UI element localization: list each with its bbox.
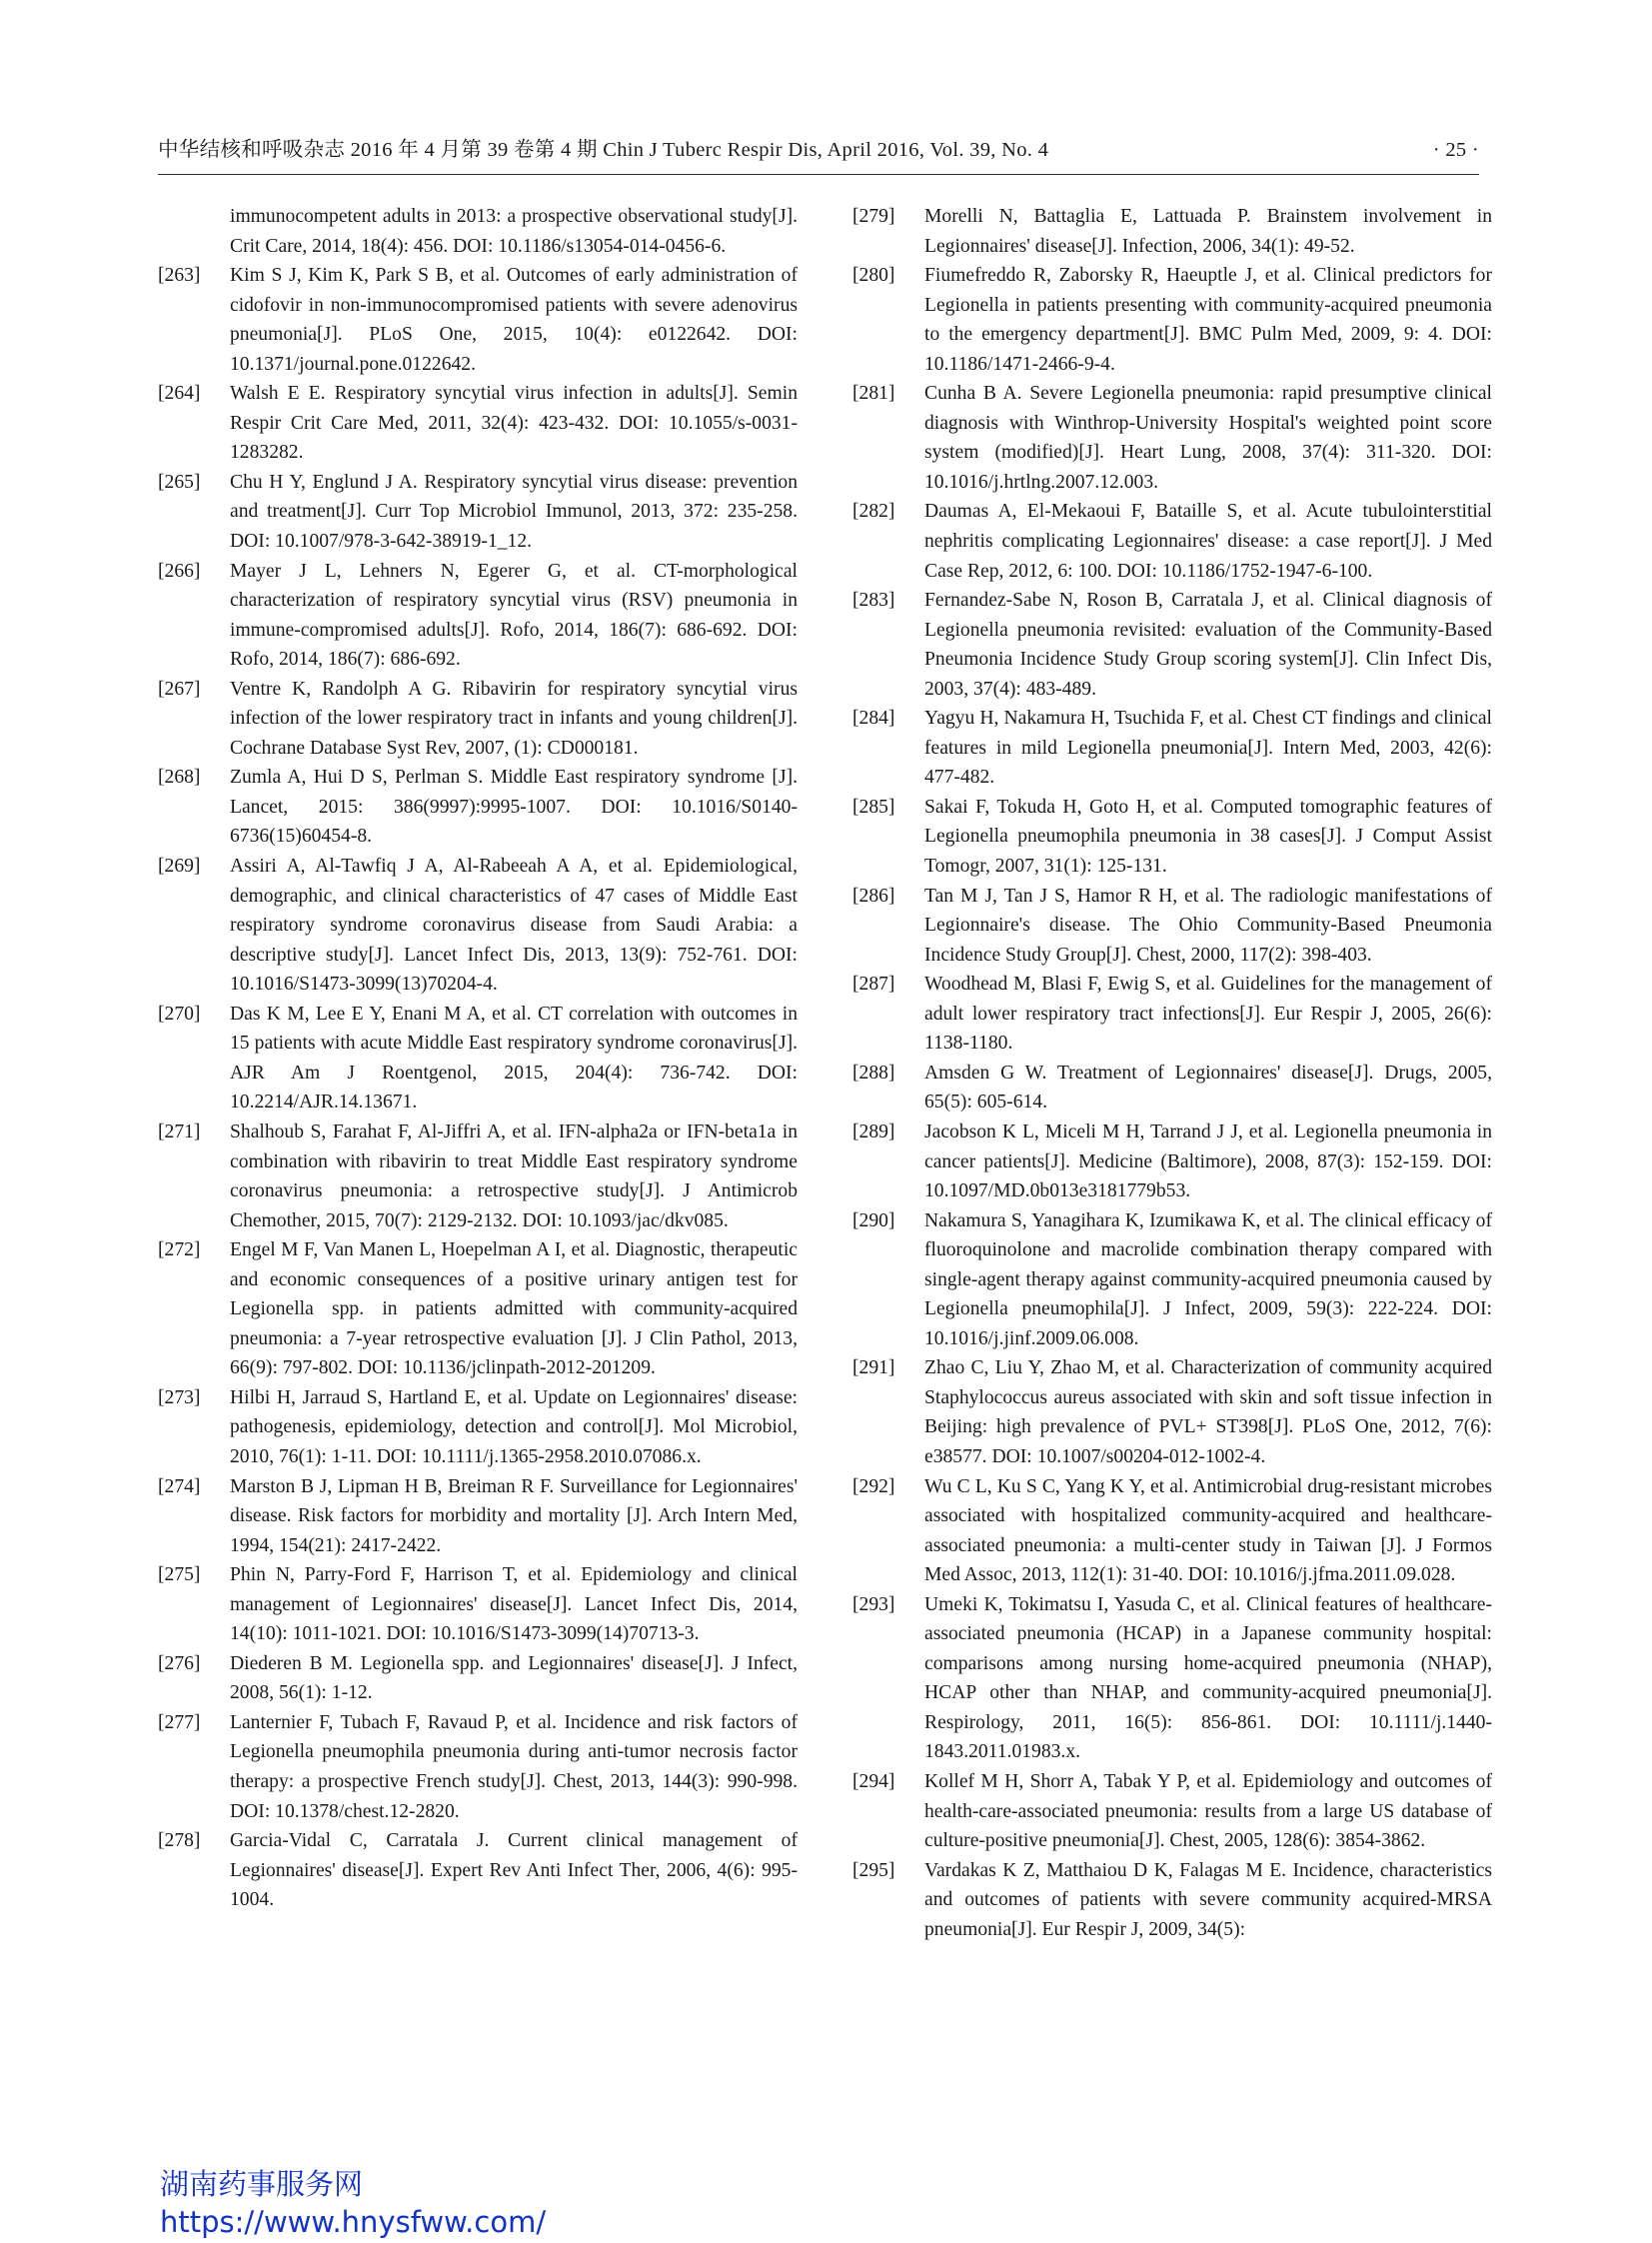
reference-number: [263] [158,265,201,287]
reference-text: Marston B J, Lipman H B, Breiman R F. Surveillance for Legionnaires' disease. Risk factors for morbidity and mortality [J]. Arch Intern Med, 1994, 154(21): 2417-2422. [230,1475,798,1556]
reference-entry [852,1590,1492,1767]
reference-text: Cunha B A. Severe Legionella pneumonia: rapid presumptive clinical diagnosis with Winthrop-University Hospital's weighted point score system (modified)[J]. Heart Lung, 2008, 37(4): 311-320. DOI: 10.1016/j.hrtlng.2007.12.003. [924,383,1492,493]
reference-entry [158,763,798,852]
reference-text: Zhao C, Liu Y, Zhao M, et al. Characterization of community acquired Staphylococcus aureus associated with skin and soft tissue infection in Beijing: high prevalence of PVL+ ST398[J]. PLoS One, 2012, 7(6): e38577. DOI: 10.1007/s00204-012-1002-4. [924,1357,1492,1467]
reference-text: Nakamura S, Yanagihara K, Izumikawa K, et al. The clinical efficacy of fluoroquinolone and macrolide combination therapy compared with single-agent therapy against community-acquired pneumonia caused by Legionella pneumophila[J]. J Infect, 2009, 59(3): 222-224. DOI: 10.1016/j.jinf.2009.06.008. [924,1209,1492,1349]
reference-entry [852,1856,1492,1945]
reference-number: [280] [852,265,895,287]
reference-text: Kim S J, Kim K, Park S B, et al. Outcomes of early administration of cidofovir in non-immunocompromised patients with severe adenovirus pneumonia[J]. PLoS One, 2015, 10(4): e0122642. DOI: 10.1371/journal.pone.0122642. [230,265,798,375]
reference-text: Umeki K, Tokimatsu I, Yasuda C, et al. Clinical features of healthcare-associated pneumonia (HCAP) in a Japanese community hospital: comparisons among nursing home-acquired pneumonia (NHAP), HCAP other than NHAP, and community-acquired pneumonia[J]. Respirology, 2011, 16(5): 856-861. DOI: 10.1111/j.1440-1843.2011.01983.x. [924,1593,1492,1763]
reference-number: [286] [852,885,895,907]
reference-text: Fiumefreddo R, Zaborsky R, Haeuptle J, et al. Clinical predictors for Legionella in patients presenting with community-acquired pneumonia to the emergency department[J]. BMC Pulm Med, 2009, 9: 4. DOI: 10.1186/1471-2466-9-4. [924,265,1492,375]
reference-text: Yagyu H, Nakamura H, Tsuchida F, et al. Chest CT findings and clinical features in mild Legionella pneumonia[J]. Intern Med, 2003, 42(6): 477-482. [924,708,1492,789]
reference-entry [158,1118,798,1235]
reference-entry [852,1118,1492,1206]
watermark-url[interactable]: https://www.hnysfww.com/ [160,2205,547,2239]
reference-text: Diederen B M. Legionella spp. and Legionnaires' disease[J]. J Infect, 2008, 56(1): 1-12. [230,1652,798,1704]
reference-number: [271] [158,1121,201,1142]
reference-text: Jacobson K L, Miceli M H, Tarrand J J, et al. Legionella pneumonia in cancer patients[J]. Medicine (Baltimore), 2008, 87(3): 152-159. DOI: 10.1097/MD.0b013e3181779b53. [924,1121,1492,1202]
reference-text: Tan M J, Tan J S, Hamor R H, et al. The radiologic manifestations of Legionnaire's disease. The Ohio Community-Based Pneumonia Incidence Study Group[J]. Chest, 2000, 117(2): 398-403. [924,885,1492,966]
reference-entry [158,557,798,675]
reference-entry [158,1708,798,1826]
reference-number: [284] [852,708,895,730]
page-number: · 25 · [1432,139,1479,161]
reference-entry [852,261,1492,379]
reference-text: Shalhoub S, Farahat F, Al-Jiffri A, et al. IFN-alpha2a or IFN-beta1a in combination with ribavirin to treat Middle East respiratory syndrome coronavirus pneumonia: a retrospective study[J]. J Antimicrob Chemother, 2015, 70(7): 2129-2132. DOI: 10.1093/jac/dkv085. [230,1121,798,1231]
reference-text: Vardakas K Z, Matthaiou D K, Falagas M E. Incidence, characteristics and outcomes of patients with severe community acquired-MRSA pneumonia[J]. Eur Respir J, 2009, 34(5): [924,1859,1492,1940]
reference-text: Kollef M H, Shorr A, Tabak Y P, et al. Epidemiology and outcomes of health-care-associated pneumonia: results from a large US database of culture-positive pneumonia[J]. Chest, 2005, 128(6): 3854-3862. [924,1770,1492,1852]
reference-entry [852,882,1492,971]
reference-text: Amsden G W. Treatment of Legionnaires' disease[J]. Drugs, 2005, 65(5): 605-614. [924,1062,1492,1114]
reference-entry [158,1383,798,1472]
reference-text: Garcia-Vidal C, Carratala J. Current clinical management of Legionnaires' disease[J]. Expert Rev Anti Infect Ther, 2006, 4(6): 995-1004. [230,1830,798,1911]
reference-number: [281] [852,383,895,405]
reference-entry [158,1472,798,1561]
reference-entry [158,468,798,557]
reference-text: Daumas A, El-Mekaoui F, Bataille S, et al. Acute tubulointerstitial nephritis complicating Legionnaires' disease: a case report[J]. J Med Case Rep, 2012, 6: 100. DOI: 10.1186/1752-1947-6-100. [924,501,1492,582]
reference-entry [852,793,1492,882]
reference-number: [282] [852,501,895,523]
reference-text: immunocompetent adults in 2013: a prospective observational study[J]. Crit Care, 2014, 18(4): 456. DOI: 10.1186/s13054-014-0456-6. [230,206,798,257]
reference-text: Mayer J L, Lehners N, Egerer G, et al. CT-morphological characterization of respiratory syncytial virus (RSV) pneumonia in immune-compromised adults[J]. Rofo, 2014, 186(7): 686-692. DOI: Rofo, 2014, 186(7): 686-692. [230,560,798,671]
reference-text: Walsh E E. Respiratory syncytial virus infection in adults[J]. Semin Respir Crit Care Med, 2011, 32(4): 423-432. DOI: 10.1055/s-0031-1283282. [230,383,798,464]
reference-text: Das K M, Lee E Y, Enani M A, et al. CT correlation with outcomes in 15 patients with acute Middle East respiratory syndrome coronavirus[J]. AJR Am J Roentgenol, 2015, 204(4): 736-742. DOI: 10.2214/AJR.14.13671. [230,1003,798,1114]
reference-entry [158,1826,798,1915]
reference-number: [264] [158,383,201,405]
watermark [160,2165,546,2241]
reference-number: [285] [852,796,895,818]
reference-entry [158,261,798,379]
reference-number: [292] [852,1475,895,1497]
reference-number: [272] [158,1239,201,1261]
reference-number: [291] [852,1357,895,1379]
reference-text: Lanternier F, Tubach F, Ravaud P, et al. Incidence and risk factors of Legionella pneumophila pneumonia during anti-tumor necrosis factor therapy: a prospective French study[J]. Chest, 2013, 144(3): 990-998. DOI: 10.1378/chest.12-2820. [230,1711,798,1822]
reference-column-right [852,202,1492,1944]
reference-entry [158,1649,798,1708]
reference-text: Fernandez-Sabe N, Roson B, Carratala J, et al. Clinical diagnosis of Legionella pneumonia revisited: evaluation of the Community-Based Pneumonia Incidence Study Group scoring system[J]. Clin Infect Dis, 2003, 37(4): 483-489. [924,590,1492,700]
reference-number: [265] [158,471,201,493]
reference-entry [158,1000,798,1118]
reference-entry [158,675,798,764]
reference-text: Phin N, Parry-Ford F, Harrison T, et al. Epidemiology and clinical management of Legionnaires' disease[J]. Lancet Infect Dis, 2014, 14(10): 1011-1021. DOI: 10.1016/S1473-3099(14)70713-3. [230,1564,798,1645]
reference-number: [274] [158,1475,201,1497]
reference-text: Sakai F, Tokuda H, Goto H, et al. Computed tomographic features of Legionella pneumophila pneumonia in 38 cases[J]. J Comput Assist Tomogr, 2007, 31(1): 125-131. [924,796,1492,878]
reference-entry [852,497,1492,586]
reference-number: [287] [852,974,895,996]
reference-text: Zumla A, Hui D S, Perlman S. Middle East respiratory syndrome [J]. Lancet, 2015: 386(9997):9995-1007. DOI: 10.1016/S0140-6736(15)60454-8. [230,767,798,848]
reference-entry [852,970,1492,1059]
reference-entry [852,202,1492,261]
reference-number: [293] [852,1593,895,1615]
reference-text: Assiri A, Al-Tawfiq J A, Al-Rabeeah A A, et al. Epidemiological, demographic, and clinical characteristics of 47 cases of Middle East respiratory syndrome coronavirus disease from Saudi Arabia: a descriptive study[J]. Lancet Infect Dis, 2013, 13(9): 752-761. DOI: 10.1016/S1473-3099(13)70204-4. [230,856,798,996]
reference-number: [278] [158,1830,201,1852]
reference-number: [288] [852,1062,895,1084]
reference-number: [294] [852,1770,895,1792]
journal-info: 中华结核和呼吸杂志 2016 年 4 月第 39 卷第 4 期 Chin J Tuberc Respir Dis, April 2016, Vol. 39, No. 4 [158,139,1049,161]
reference-entry [852,1353,1492,1471]
reference-text: Engel M F, Van Manen L, Hoepelman A I, et al. Diagnostic, therapeutic and economic consequences of a positive urinary antigen test for Legionella spp. in patients admitted with community-acquired pneumonia: a 7-year retrospective evaluation [J]. J Clin Pathol, 2013, 66(9): 797-802. DOI: 10.1136/jclinpath-2012-201209. [230,1239,798,1379]
reference-number: [266] [158,560,201,582]
reference-text: Ventre K, Randolph A G. Ribavirin for respiratory syncytial virus infection of the lower respiratory tract in infants and young children[J]. Cochrane Database Syst Rev, 2007, (1): CD000181. [230,678,798,759]
reference-number: [279] [852,206,895,227]
reference-text: Hilbi H, Jarraud S, Hartland E, et al. Update on Legionnaires' disease: pathogenesis, epidemiology, detection and control[J]. Mol Microbiol, 2010, 76(1): 1-11. DOI: 10.1111/j.1365-2958.2010.07086.x. [230,1386,798,1467]
reference-text: Woodhead M, Blasi F, Ewig S, et al. Guidelines for the management of adult lower respiratory tract infections[J]. Eur Respir J, 2005, 26(6): 1138-1180. [924,974,1492,1055]
reference-entry [158,1560,798,1649]
reference-number: [295] [852,1859,895,1881]
reference-text: Chu H Y, Englund J A. Respiratory syncytial virus disease: prevention and treatment[J]. Curr Top Microbiol Immunol, 2013, 372: 235-258. DOI: 10.1007/978-3-642-38919-1_12. [230,471,798,553]
reference-number: [283] [852,590,895,612]
watermark-site-name: 湖南药事服务网 [160,2167,364,2201]
reference-entry [852,1206,1492,1354]
reference-entry [158,1235,798,1383]
reference-number: [268] [158,767,201,789]
reference-number: [270] [158,1003,201,1025]
reference-number: [276] [158,1652,201,1674]
header-rule [158,174,1479,175]
reference-text: Morelli N, Battaglia E, Lattuada P. Brainstem involvement in Legionnaires' disease[J]. Infection, 2006, 34(1): 49-52. [924,206,1492,257]
reference-entry [852,1059,1492,1118]
reference-entry [852,379,1492,497]
reference-number: [289] [852,1121,895,1142]
reference-text: Wu C L, Ku S C, Yang K Y, et al. Antimicrobial drug-resistant microbes associated with hospitalized community-acquired and healthcare-associated pneumonia: a multi-center study in Taiwan [J]. J Formos Med Assoc, 2013, 112(1): 31-40. DOI: 10.1016/j.jfma.2011.09.028. [924,1475,1492,1586]
reference-entry [852,1472,1492,1590]
reference-number: [267] [158,678,201,700]
reference-entry [852,586,1492,704]
reference-number: [275] [158,1564,201,1586]
reference-number: [277] [158,1711,201,1733]
reference-entry [158,852,798,1000]
reference-number: [290] [852,1209,895,1231]
reference-entry [852,1767,1492,1856]
reference-column-left [158,202,798,1915]
reference-entry [158,379,798,468]
reference-number: [269] [158,856,201,878]
reference-number: [273] [158,1386,201,1408]
reference-entry [852,704,1492,793]
reference-entry [158,202,798,261]
running-header [158,134,1479,166]
